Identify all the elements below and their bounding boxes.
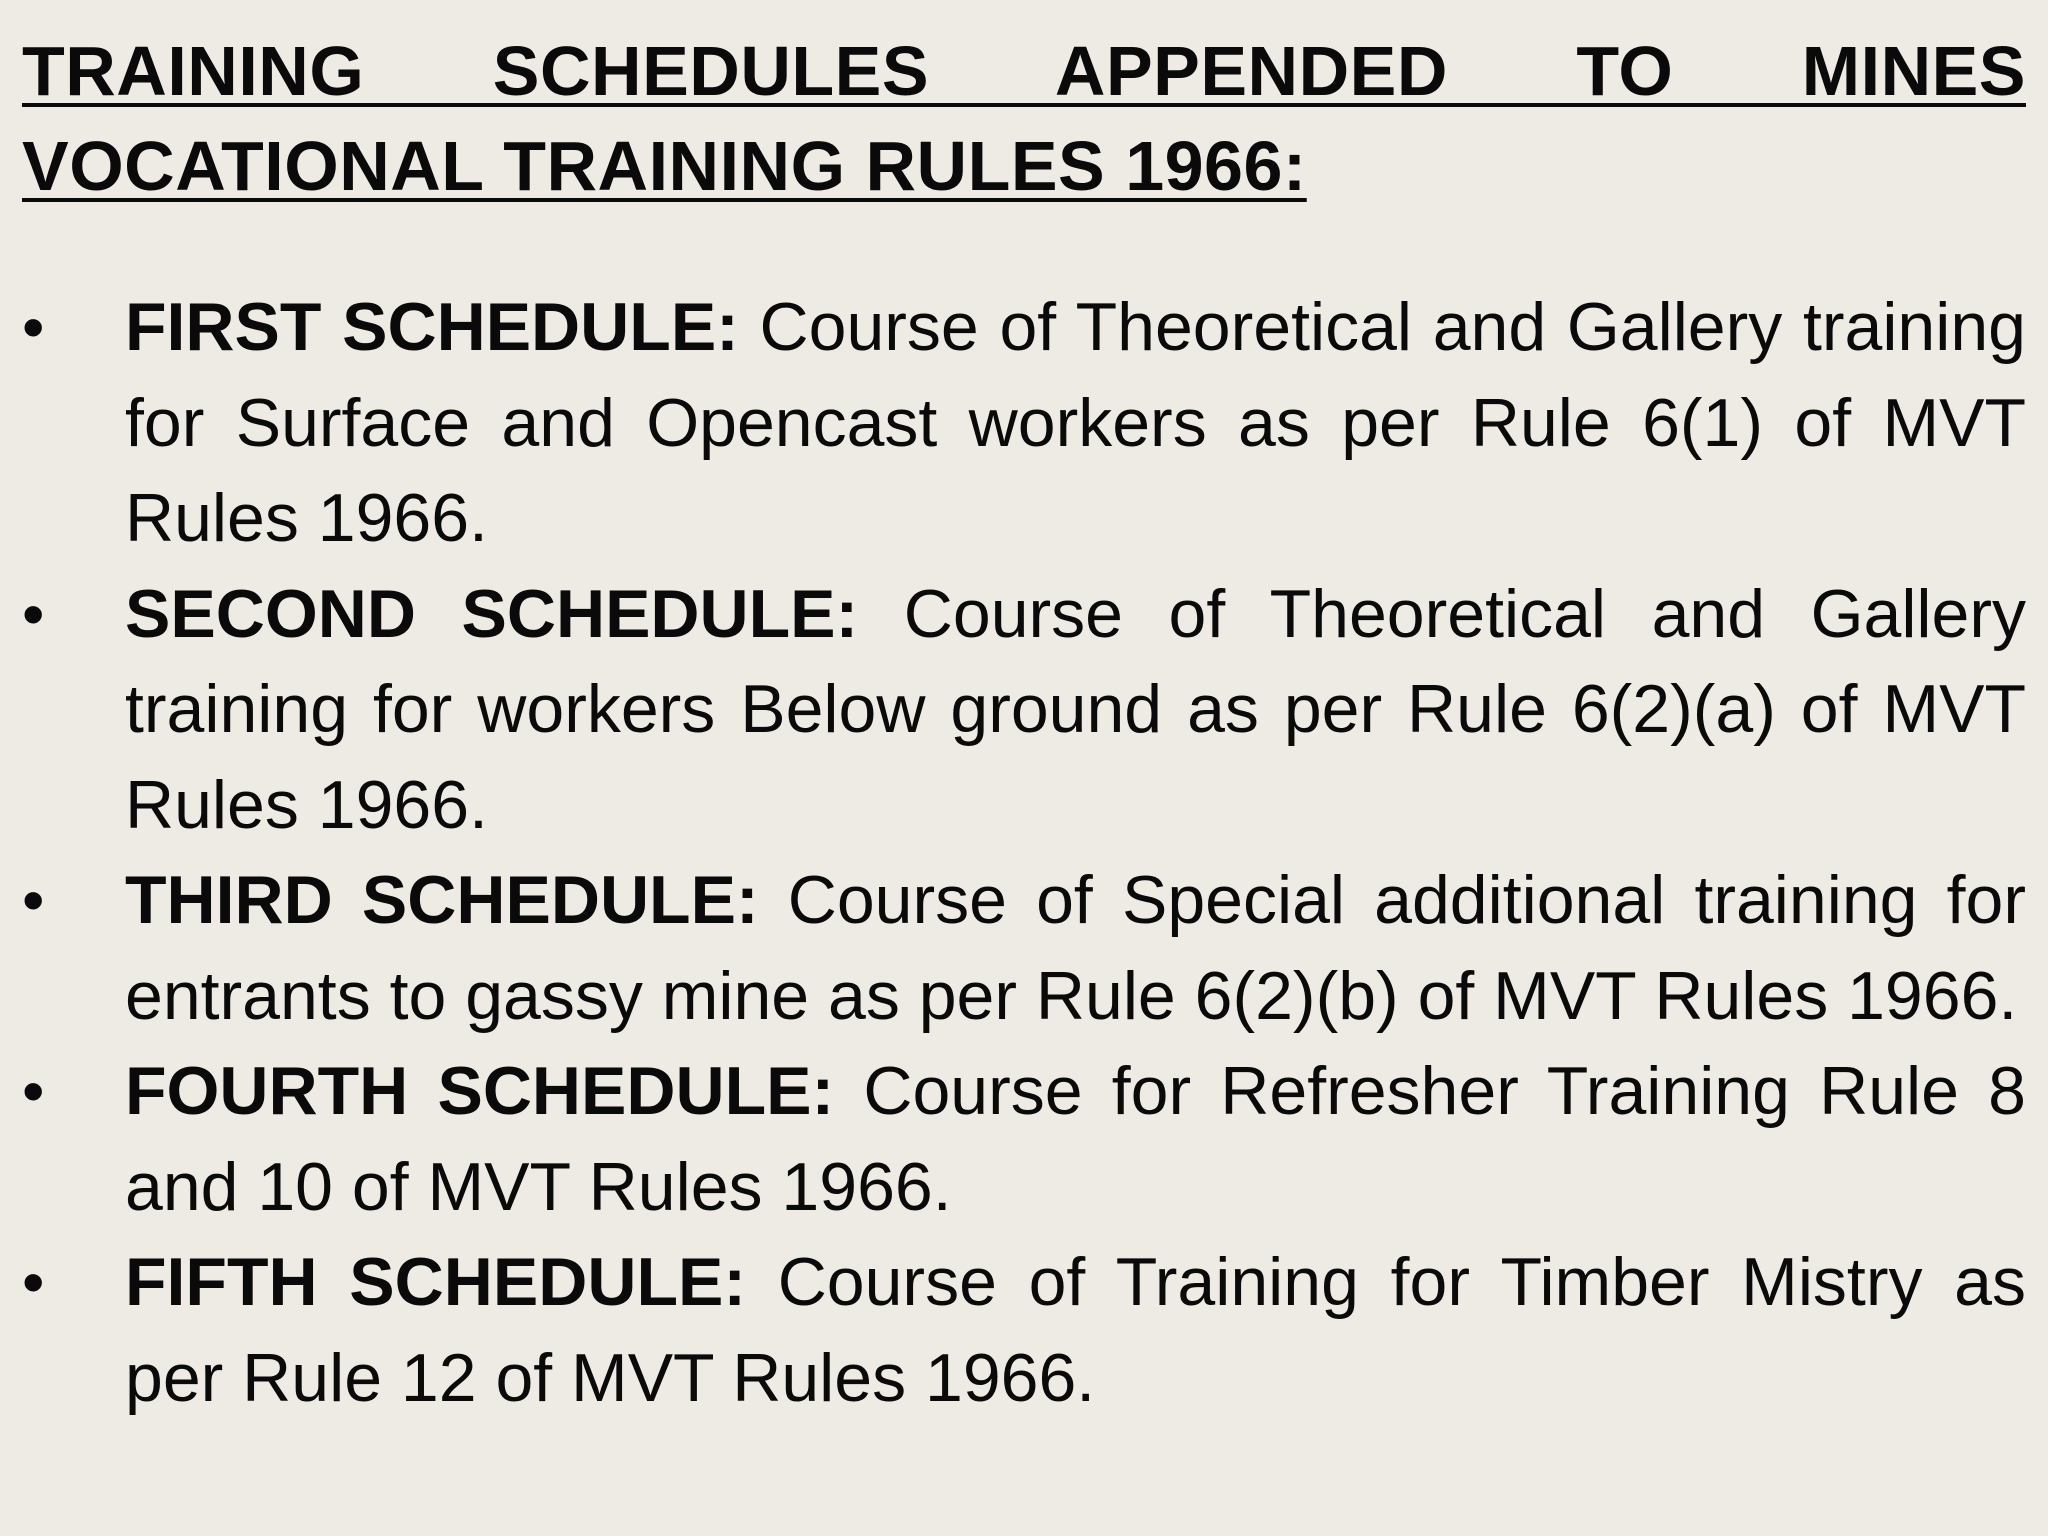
- bullet-icon: •: [22, 1246, 45, 1318]
- schedule-item-fifth: [22, 1235, 2026, 1426]
- schedule-description: Course of Training for Timber Mistry as per Rule 12 of MVT Rules 1966.: [125, 1244, 2026, 1416]
- schedule-label: FIRST SCHEDULE:: [125, 289, 760, 365]
- schedule-description: Course of Theoretical and Gallery training for workers Below ground as per Rule 6(2)(a) of MVT Rules 1966.: [125, 575, 2026, 843]
- schedule-item-third: [22, 853, 2026, 1044]
- schedule-item-second: [22, 567, 2026, 854]
- schedule-label: SECOND SCHEDULE:: [125, 575, 904, 652]
- schedule-description: Course of Special additional training for entrants to gassy mine as per Rule 6(2)(b) of MVT Rules 1966.: [125, 862, 2026, 1034]
- bullet-icon: •: [22, 291, 45, 363]
- schedule-description: Course for Refresher Training Rule 8 and 10 of MVT Rules 1966.: [125, 1053, 2026, 1225]
- schedule-description: Course of Theoretical and Gallery training for Surface and Opencast workers as per Rule 6(1) of MVT Rules 1966.: [125, 289, 2026, 556]
- schedule-item-first: [22, 280, 2026, 567]
- schedule-item-fourth: [22, 1044, 2026, 1235]
- bullet-icon: •: [22, 577, 45, 650]
- schedule-label: FOURTH SCHEDULE:: [125, 1053, 864, 1129]
- schedule-list: [22, 280, 2026, 1426]
- bullet-icon: •: [22, 1055, 45, 1127]
- bullet-icon: •: [22, 864, 45, 936]
- schedule-label: THIRD SCHEDULE:: [125, 862, 788, 938]
- schedule-label: FIFTH SCHEDULE:: [125, 1244, 778, 1320]
- slide-title: TRAINING SCHEDULES APPENDED TO MINES VOCATIONAL TRAINING RULES 1966:: [22, 32, 2026, 205]
